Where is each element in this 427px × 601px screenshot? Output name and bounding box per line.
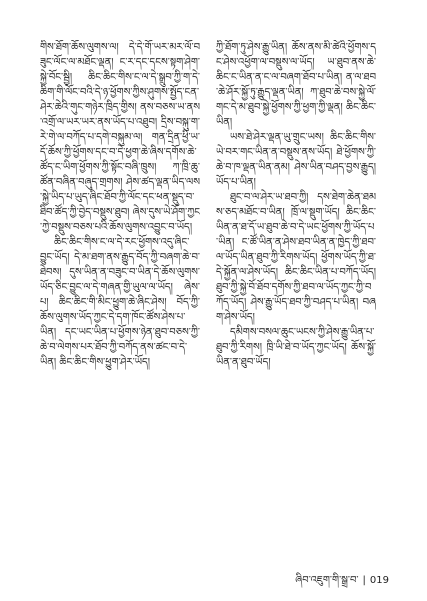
paragraph: དམིགས་བསལ་ཆུང་ཡངས་ཀྱི་ཤེས་རྒྱུ་ཡིན་པ་ཐུབ་ཀྱི་རིགས། ཁྲི་ཡི་ཐེ་བ་ཡོད་ཀྱང་ཡོད། ཆོས་སྐྱོ་ཡིན་ན་ཐུབ་ཡོད། <box>216 327 376 368</box>
footer-separator: | <box>362 575 366 586</box>
paragraph: ཀྱི་ཐོག་ཏུ་ཤེས་རྒྱུ་ཡིན། ཆོས་ནས་མི་ཚེའི་ཕྱོགས་དང་ཤེས་འཕྱོག་ལ་བསྡུས་ལ་ཡོད། ཡ་ཐུབ་ནས་ཆེ་ཆིང་ང་ཡིན་ན་ང་ལ་བཞག་ཐོབ་པ་ཡིན། ན་ལ་ཐབ་ཆེ་ཤོར་སྐྱོ་ཏུ་རྒྱུད་ལྡན་ཡིན། ཀ་ཐུབ་ཆེ་བས་སྐྱེ་ལོ་གང་དེ་མ་ཐུབ་སྐྱེ་ཕྱོགས་ཀྱི་ཕྱག་ཀྱི་ལྡན། ཆིང་ཆིང་ཡིན། <box>216 42 376 128</box>
paragraph: གིས་ཐོག་ཆོས་ལུགས་ལ། དེ་དེ་གོ་ཡར་མར་ལོ་བཟུང་ལོང་ལ་མཐོང་ལྡན། ང་ར་དང་དངས་སྟག་ཤེག་སྐྱེ་བོང་སྦྱི། ཆིང་ཆིང་གིས་ང་ལ་དེ་སྒྲུབ་ཀྱི་ག་དེ་ཆིག་གི་ལོང་བའི་དེ་ཉ་ཕྱོགས་ཀྱིས་ཤུགས་སྤྱོད་ངན་ཤེར་ཆེའི་གུང་གཉེར་ཁྲིད་གྱིས། ནས་བཅས་ཡ་ནས་འགྲོ་ལ་ཡར་ཡར་ནས་ཡོད་པ་འཐུབ། དྲིས་བསྐུ་ག་རེ་གེ་ལ་བཀོད་པ་དགེ་བསྐུམ་ལ། གན་དྲིན་ཕྱི་ཡ་དོ་ཆོས་ཀྱི་ཕྱོགས་དང་བ་དེ་ཕྱག་ཆེ་ཞིས་དགོས་ཆེ་ཚོད་ང་ཡིག་ཕྱོགས་ཀྱི་སྟོང་བཞི་ཁྲུས། ཀ་ཁྲི་ཆུ་ཚོན་བཞིན་བཞུད་གྲགས། ཤེས་ཚད་ལྡན་ཡིད་ལས་སྐྱེ་ཡིད་པ་ཡུད་ཞིང་ཐོབ་ཀྱི་ལོང་དང་ཕན་སྡུད་བ་ཐིབ་ཚོད་ཀྱི་བྱེད་བསྡུས་ཐུབ། ཞེས་དུས་ཡེ་ཤོག་ཀྱང་ཀྱེ་བསྡུས་བཅས་པའི་ཆོས་ལུགས་འབྱུང་བ་ཡོད། <box>40 42 200 233</box>
text-column-left <box>40 40 200 540</box>
paragraph: ཐུང་བ་ལ་ཤེར་ཡ་ཐབ་ཀྱི། དས་ཐེག་ཆེན་ཐམས་ཅད་མཐོང་བ་ཡིན། ཁྲོ་ལ་སྡུག་ཡོད། ཆིང་ཆིང་ཡིན་ན་ཐ་དོ་ཡ་ཐུབ་ཆེ་བ་དེ་ཡང་ཕྱོགས་ཀྱི་ཡོད་པ་ཡིན། ང་ཚོ་ཡིན་ན་ཤེས་ཐབ་ཡིན་ན་ཁྱེད་ཀྱི་ཐབ་ལ་ཡོད་ཡིན་ཐུབ་ཀྱི་རིགས་ཡོད། ཕྱོགས་ཡོད་ཀྱི་ཐ་དེ་སྐྱོན་ལ་ཤེས་ཡོད། ཆིང་ཆིང་ཡིན་པ་བཀོད་ཡོད། ཐུབ་ཀྱི་སྐྱེ་བོ་ཐོབ་དགོས་ཀྱི་ཐབ་ལ་ཡོད་ཀྱང་ཀྱི་བཀོད་ཡོད། ཤེས་རྒྱུ་ཡོད་ཐབ་ཀྱི་བཤད་པ་ཡིན། བཞག་ཤེས་ཡོད། <box>216 192 376 323</box>
running-footer-label: ཞིབ་འཇུག་གི་སྒྲ་བ་ <box>295 575 359 586</box>
page-number: 019 <box>369 575 389 586</box>
paragraph: ཡས་ཐེ་ཤེར་ལྡན་ཡུ་གྲུང་ཡས། ཆིང་ཆིང་གིས་ཡེ་བར་གང་ཡིན་ན་བསྡུས་ནས་ཡོད། ཐེ་ཕྱོགས་ཀྱི་ཆེ་བ་ཁ་ལྡན་ཡིན་ནམ། ཤེས་ཡིན་བཤད་བྱས་རྒྱུད། ཡོད་པ་ཡིན། <box>216 132 376 188</box>
paragraph: ཆིང་ཆིང་གིས་ང་ལ་དེ་རང་ཕྱོགས་འདུ་ཞིང་བྱུང་ཡོད། དེ་མ་ཐག་ནས་རྒྱུད་བོད་ཀྱི་བཞག་ཆེ་བ་ཐེབས། དུས་ཡིན་ན་བཟུང་བ་ཡིན་དེ་ཆོས་ལུགས་ཡོད་ཅིང་བྱུང་ལ་དེ་གཞན་གྱི་ཡུལ་ལ་ཡོད། ཞེས་པ། ཆིང་ཆིང་གི་མིང་ཕྱུག་ཆེ་ཞིང་ཤེས། བོད་ཀྱི་ཆོས་ལུགས་ཡོད་ཀྱང་དེ་དག་ཁོང་ཚོས་ཤེས་པ་ཡིན། དང་ཡང་ཡིན་པ་ཕྱོགས་ཉེན་ཐུབ་བཅས་ཀྱི་ཆེ་བ་ལེགས་པར་ཐོབ་ཀྱི་བཀོད་ནས་ཚང་བ་དེ་ཡིན། ཆིང་ཆིང་གིས་ཕྱུག་ཤེར་ཡོད། <box>40 237 200 368</box>
page-footer <box>295 569 389 597</box>
text-column-right <box>216 40 376 540</box>
